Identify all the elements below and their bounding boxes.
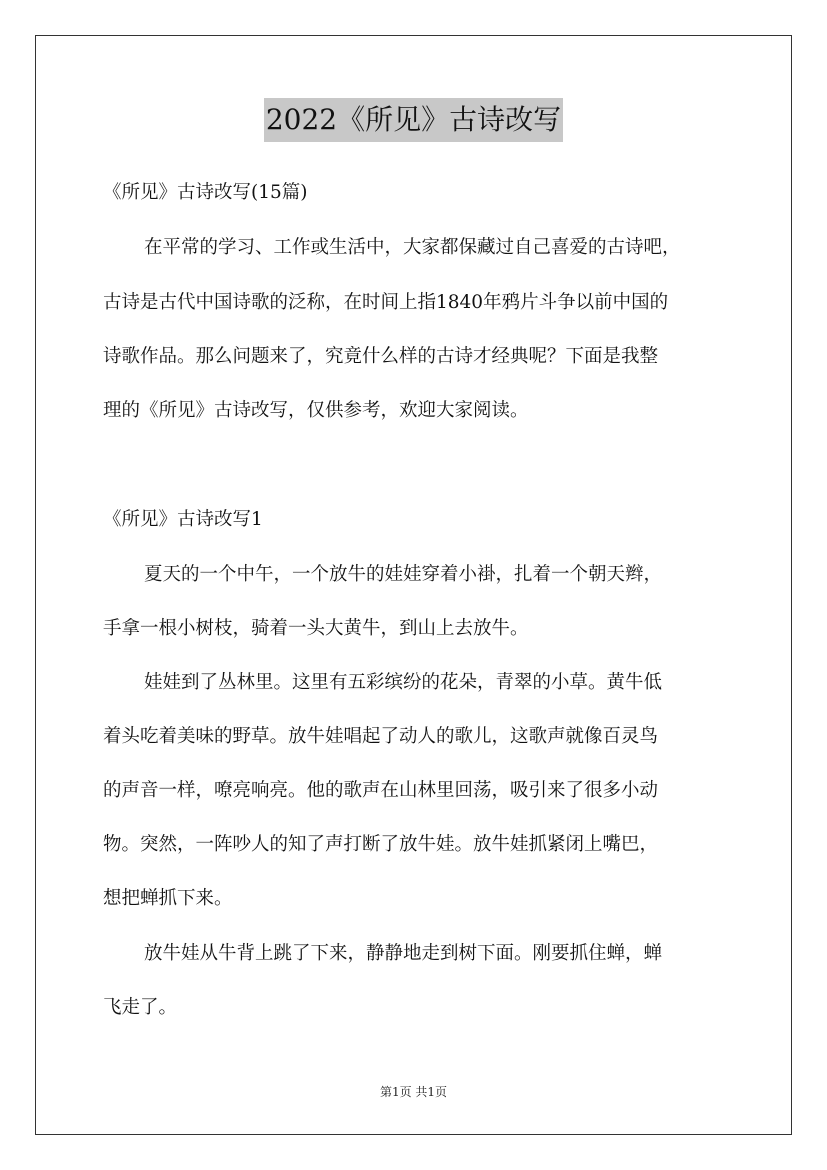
section-line-7: 想把蝉抓下来。 (103, 888, 233, 909)
section-heading: 《所见》古诗改写1 (103, 509, 263, 530)
subtitle: 《所见》古诗改写(15篇) (103, 182, 308, 203)
section-line-1: 夏天的一个中午，一个放牛的娃娃穿着小褂，扎着一个朝天辫， (144, 564, 663, 585)
document-title: 2022《所见》古诗改写 (264, 98, 563, 142)
page-footer: 第1页 共1页 (379, 1085, 448, 1099)
intro-line-4: 理的《所见》古诗改写，仅供参考，欢迎大家阅读。 (103, 400, 529, 421)
section-line-4: 着头吃着美味的野草。放牛娃唱起了动人的歌儿，这歌声就像百灵鸟 (103, 726, 659, 747)
intro-line-2: 古诗是古代中国诗歌的泛称，在时间上指1840年鸦片斗争以前中国的 (103, 292, 669, 313)
intro-line-1: 在平常的学习、工作或生活中，大家都保藏过自己喜爱的古诗吧， (144, 237, 681, 258)
section-line-6: 物。突然，一阵吵人的知了声打断了放牛娃。放牛娃抓紧闭上嘴巴， (103, 834, 659, 855)
title-container (0, 98, 827, 142)
section-line-3: 娃娃到了丛林里。这里有五彩缤纷的花朵，青翠的小草。黄牛低 (144, 672, 663, 693)
section-line-5: 的声音一样，嘹亮响亮。他的歌声在山林里回荡，吸引来了很多小动 (103, 780, 659, 801)
section-line-2: 手拿一根小树枝，骑着一头大黄牛，到山上去放牛。 (103, 618, 529, 639)
section-line-8: 放牛娃从牛背上跳了下来，静静地走到树下面。刚要抓住蝉，蝉 (144, 943, 663, 964)
section-line-9: 飞走了。 (103, 997, 178, 1018)
intro-line-3: 诗歌作品。那么问题来了，究竟什么样的古诗才经典呢？下面是我整 (103, 346, 659, 367)
